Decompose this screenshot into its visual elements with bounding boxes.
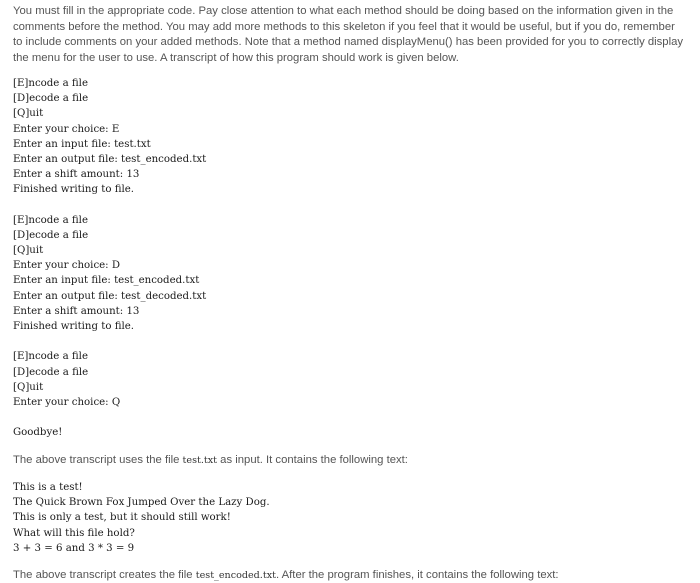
transcript-line: Enter an input file: test_encoded.txt (13, 275, 200, 287)
output-note-after: . After the program finishes, it contains the following text: (275, 568, 559, 581)
transcript-gap (13, 410, 685, 425)
file-contents-block (13, 480, 685, 556)
input-note-paragraph (13, 453, 685, 469)
transcript-line: [D]ecode a file (13, 93, 89, 105)
file-content-line: 3 + 3 = 6 and 3 * 3 = 9 (13, 542, 135, 554)
transcript-line: [Q]uit (13, 381, 44, 393)
transcript-line: [E]ncode a file (13, 351, 88, 363)
transcript-line: Enter an output file: test_encoded.txt (13, 153, 207, 165)
input-note-after: as input. It contains the following text: (217, 453, 408, 466)
transcript-gap (13, 334, 685, 349)
transcript-line: Finished writing to file. (13, 184, 135, 196)
transcript-line: Enter an output file: test_decoded.txt (13, 290, 207, 302)
transcript-line: [Q]uit (13, 108, 44, 120)
transcript-gap (13, 198, 685, 213)
transcript-line: Enter your choice: E (13, 123, 120, 135)
file-content-line: The Quick Brown Fox Jumped Over the Lazy Dog. (13, 497, 270, 509)
input-note-before: The above transcript uses the file (13, 453, 183, 466)
file-content-line: What will this file hold? (13, 527, 135, 539)
transcript-block (13, 76, 685, 441)
transcript-line: Enter a shift amount: 13 (13, 169, 140, 181)
transcript-line: Enter an input file: test.txt (13, 138, 151, 150)
transcript-line: Enter your choice: D (13, 260, 121, 272)
transcript-line: Enter a shift amount: 13 (13, 305, 140, 317)
transcript-line: Goodbye! (13, 427, 63, 439)
transcript-line: Finished writing to file. (13, 321, 135, 332)
intro-paragraph: You must fill in the appropriate code. Pay close attention to what each method should be doing based on the information given in the comments before the method. You may add more methods to this skeleton if you feel that it would be useful, but if you do, remember to include comments on your added methods. Note that a method named displayMenu() has been provided for you to correctly display the menu for the user to use. A transcript of how this program should work is given below. (13, 5, 684, 64)
output-filename: test_encoded.txt (195, 569, 276, 581)
file-content-line: This is a test! (13, 482, 83, 493)
assignment-document (13, 4, 685, 583)
transcript-line: [D]ecode a file (13, 366, 89, 378)
transcript-line: [D]ecode a file (13, 229, 89, 241)
transcript-line: Enter your choice: Q (13, 396, 121, 408)
input-filename: test.txt (182, 454, 218, 466)
file-content-line: This is only a test, but it should still work! (13, 512, 231, 524)
transcript-line: [E]ncode a file (13, 78, 88, 89)
output-note-before: The above transcript creates the file (13, 568, 196, 581)
transcript-line: [Q]uit (13, 245, 44, 257)
transcript-line: [E]ncode a file (13, 214, 88, 226)
output-note-paragraph (13, 568, 685, 583)
